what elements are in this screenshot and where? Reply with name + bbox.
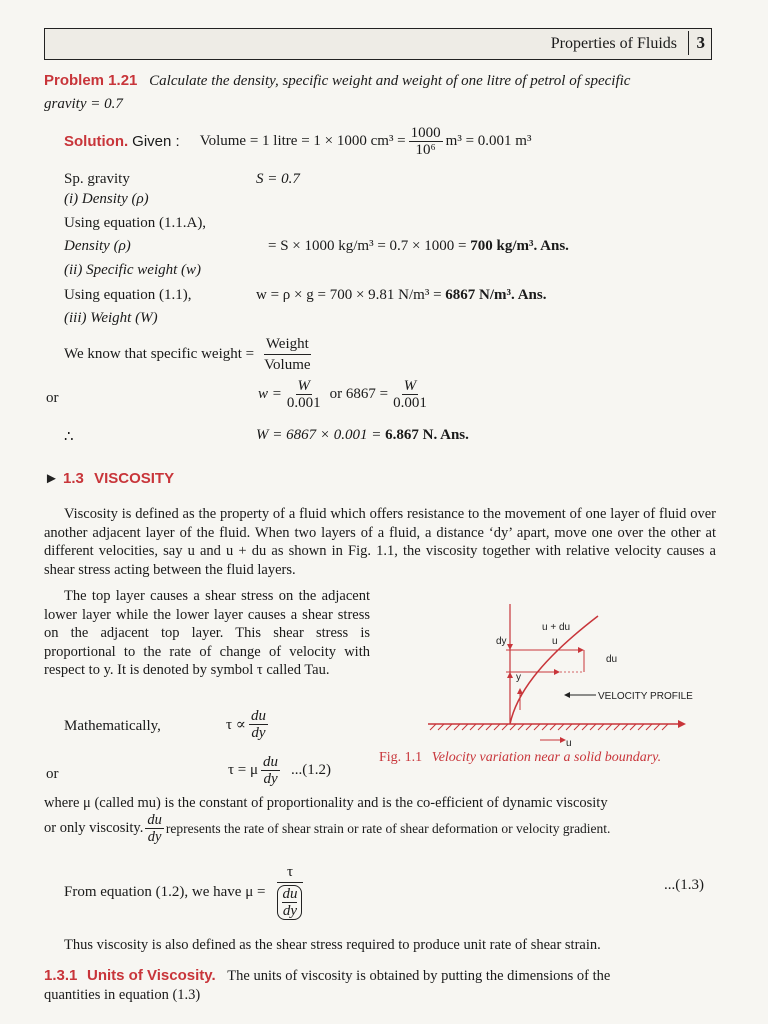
viscosity-para-1: Viscosity is defined as the property of a fluid which offers resistance to the movement of one layer of fluid over another adjacent layer of the fluid. When two layers of a fluid, a distance ‘dy’ apart, move one over the other at different velocities, say u and u + du as shown in Fig. 1.1, the viscosity together with relative velocity causes a shear stress acting between the fluid layers. <box>44 506 716 578</box>
caption-label: Fig. 1.1 <box>379 750 423 765</box>
mu-frac-den <box>273 883 306 922</box>
dy-4: dy <box>282 903 298 919</box>
using-eq-1: Using equation (1.1.A), <box>64 215 207 231</box>
thus-line: Thus viscosity is also defined as the shear stress required to produce unit rate of shear strain. <box>64 937 601 953</box>
problem-text-1: Calculate the density, specific weight and weight of one litre of petrol of specific <box>149 73 631 89</box>
from-eq: From equation (1.2), we have μ = <box>64 883 266 900</box>
density-expression <box>268 238 569 255</box>
dy-1: dy <box>251 725 266 741</box>
subsection-text-2: quantities in equation (1.3) <box>44 987 201 1003</box>
figure-caption <box>379 750 661 766</box>
section-arrow-icon: ► <box>44 470 59 487</box>
or-label-2: or <box>46 766 59 782</box>
W-expr: W = 6867 × 0.001 = <box>256 427 386 443</box>
tau-prop: τ ∝ <box>226 717 246 733</box>
mu-frac-tau: τ <box>277 862 303 883</box>
density-answer: 700 kg/m³. Ans. <box>470 238 569 254</box>
we-know: We know that specific weight = <box>64 346 255 362</box>
boundary-hatching <box>430 724 668 730</box>
subsection-number: 1.3.1 <box>44 967 78 984</box>
tau-proportional <box>226 708 271 741</box>
sw-answer: 6867 N/m³. Ans. <box>445 287 547 303</box>
w-eq: w = <box>258 386 282 402</box>
du-dy-fraction-2 <box>261 754 280 787</box>
dy-arrowhead-bottom-icon <box>507 672 513 678</box>
header-title: Properties of Fluids <box>550 35 677 52</box>
subsection-title: Units of Viscosity. <box>87 967 216 984</box>
tau-eq: τ = μ <box>228 762 259 778</box>
label-u-axis: u <box>566 738 572 749</box>
density-expr: = S × 1000 kg/m³ = 0.7 × 1000 = <box>268 238 471 254</box>
section-title: VISCOSITY <box>94 470 175 487</box>
volume-fraction <box>409 125 443 158</box>
or-label-1: or <box>46 390 59 406</box>
tau-equation <box>228 754 331 787</box>
volume-rhs: m³ = 0.001 m³ <box>445 133 532 149</box>
section-number: 1.3 <box>63 470 84 487</box>
mathematically-label: Mathematically, <box>64 718 161 734</box>
solution-given <box>64 125 531 158</box>
specific-weight-heading: (ii) Specific weight (w) <box>64 262 202 278</box>
specific-weight-def <box>64 334 316 375</box>
given-label: Given : <box>132 133 180 150</box>
mu-fraction <box>273 862 306 922</box>
eq-1-3: ...(1.3) <box>664 877 704 893</box>
label-u-top: u <box>552 636 558 647</box>
w-equation <box>258 378 432 411</box>
w2-frac-den: 0.001 <box>393 395 427 411</box>
volume-lhs: Volume = 1 litre = 1 × 1000 cm³ = <box>199 133 406 149</box>
w-fraction <box>285 378 323 411</box>
represents-text: represents the rate of shear strain or rate of shear deformation or velocity gradient. <box>165 820 611 836</box>
du-1: du <box>250 708 266 724</box>
label-u-plus-du: u + du <box>542 622 571 633</box>
dy-2: dy <box>263 771 278 787</box>
weight-heading: (iii) Weight (W) <box>64 310 158 326</box>
sw-expr: w = ρ × g = 700 × 9.81 N/m³ = <box>256 287 446 303</box>
du-dy-fraction-3 <box>145 812 164 845</box>
layer-top-arrowhead-icon <box>578 647 584 653</box>
using-eq-2: Using equation (1.1), <box>64 287 192 303</box>
running-header <box>44 28 712 60</box>
dy-3: dy <box>147 829 162 845</box>
where-line: where μ (called mu) is the constant of proportionality and is the co-efficient of dynamic viscosity <box>44 795 608 811</box>
therefore-symbol: ∴ <box>64 429 74 445</box>
frac-weight: Weight <box>264 334 311 355</box>
W-expression <box>256 427 469 444</box>
profile-pointer-icon <box>564 692 570 698</box>
density-heading: (i) Density (ρ) <box>64 191 149 207</box>
y-arrowhead-icon <box>517 688 523 694</box>
boundary-arrow-icon <box>678 720 686 728</box>
frac-volume: Volume <box>264 357 311 373</box>
subsection-text-1: The units of viscosity is obtained by putting the dimensions of the <box>227 968 611 984</box>
caption-text: Velocity variation near a solid boundary. <box>431 750 662 765</box>
dy-arrowhead-top-icon <box>507 644 513 650</box>
w-frac-den: 0.001 <box>286 395 321 411</box>
w2-frac-num: W <box>403 378 417 394</box>
or-6867: or 6867 = <box>329 386 389 402</box>
solution-label: Solution. <box>64 133 129 150</box>
units-subsection <box>44 967 610 985</box>
label-du: du <box>606 654 618 665</box>
w2-fraction <box>391 378 429 411</box>
layer-bottom-arrowhead-icon <box>554 669 560 675</box>
viscosity-para-2: The top layer causes a shear stress on the adjacent lower layer while the lower layer causes a shear stress on the adjacent top layer. This shear stress is proportional to the rate of change of velocity with respect to y. It is denoted by symbol τ called Tau. <box>44 588 370 678</box>
du-dy-fraction-1 <box>249 708 268 741</box>
label-y: y <box>516 672 521 683</box>
du-2: du <box>263 754 279 770</box>
sg-value: S = 0.7 <box>256 171 300 187</box>
du-4: du <box>282 886 298 902</box>
velocity-profile-figure <box>420 600 720 750</box>
W-answer: 6.867 N. Ans. <box>385 427 469 443</box>
eq-1-2: ...(1.2) <box>291 762 332 778</box>
label-dy: dy <box>496 636 507 647</box>
or-only: or only viscosity. <box>44 820 144 836</box>
velocity-gradient-line <box>44 812 610 845</box>
section-heading <box>44 470 174 487</box>
volume-frac-den: 10⁶ <box>415 142 436 158</box>
volume-frac-num: 1000 <box>410 125 441 141</box>
problem-label: Problem 1.21 <box>44 72 138 89</box>
specific-weight-expression <box>256 287 546 304</box>
page-number: 3 <box>688 31 706 55</box>
problem-text-2: gravity = 0.7 <box>44 96 123 112</box>
du-dy-bracket <box>277 885 302 920</box>
density-label: Density (ρ) <box>64 238 131 254</box>
problem-statement <box>44 72 630 90</box>
w-frac-num: W <box>297 378 311 394</box>
label-velocity-profile: VELOCITY PROFILE <box>598 691 693 702</box>
weight-volume-fraction <box>262 334 312 375</box>
du-3: du <box>147 812 162 828</box>
mu-definition <box>64 862 309 922</box>
sg-label: Sp. gravity <box>64 171 130 187</box>
